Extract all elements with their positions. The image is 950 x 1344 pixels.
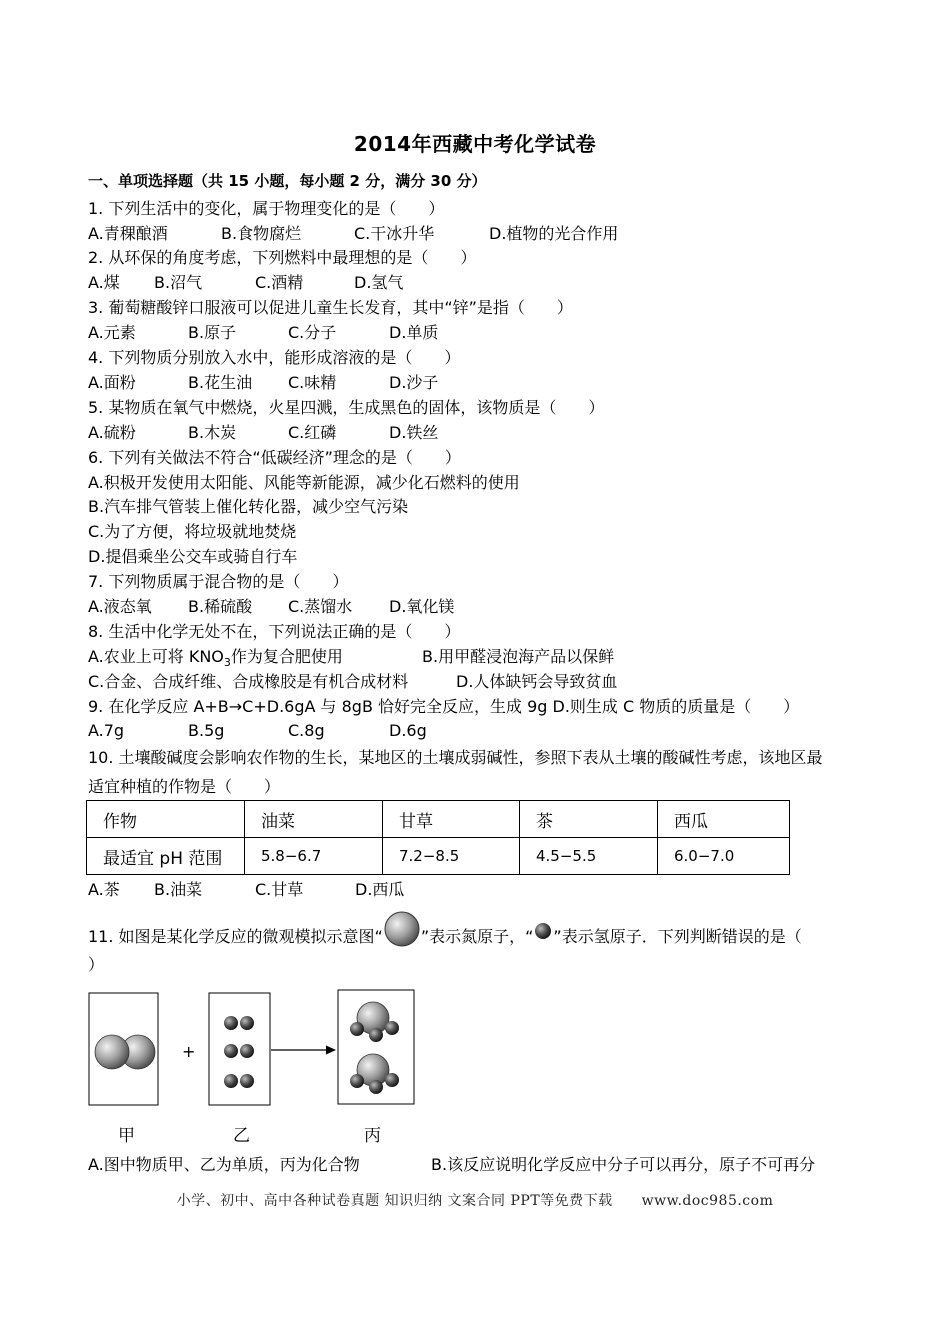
q9-option-b: B.5g (188, 721, 225, 740)
plus-sign: + (182, 1042, 196, 1061)
hydrogen-atom-icon (369, 1028, 383, 1042)
hydrogen-atom-icon (385, 1021, 399, 1035)
q4-option-a: A.面粉 (88, 373, 136, 392)
table-header-cell: 甘草 (383, 801, 520, 838)
nitrogen-atom-icon (95, 1035, 129, 1069)
q3-option-b: B.原子 (188, 323, 237, 342)
table-header-cell: 油菜 (245, 801, 383, 838)
q2-option-c: C.酒精 (255, 273, 304, 292)
q7-option-b: B.稀硫酸 (188, 597, 253, 616)
table-cell: 最适宜 pH 范围 (87, 838, 245, 875)
question-6: 6. 下列有关做法不符合“低碳经济”理念的是（ ） (88, 448, 461, 467)
section-heading: 一、单项选择题（共 15 小题，每小题 2 分，满分 30 分） (88, 172, 487, 190)
box-yi (209, 993, 270, 1105)
q1-option-a: A.青稞酿酒 (88, 224, 168, 243)
question-4: 4. 下列物质分别放入水中，能形成溶液的是（ ） (88, 348, 461, 367)
question-11-line-2: ） (88, 955, 105, 974)
hydrogen-atom-icon (369, 1080, 383, 1094)
q3-option-c: C.分子 (288, 323, 337, 342)
question-10-line-1: 10. 土壤酸碱度会影响农作物的生长，某地区的土壤成弱碱性，参照下表从土壤的酸碱性考虑，该地区最 (88, 748, 823, 767)
q8-option-c: C.合金、合成纤维、合成橡胶是有机合成材料 (88, 672, 409, 691)
hydrogen-atom-icon (533, 921, 553, 941)
table-cell: 5.8−6.7 (245, 838, 383, 875)
ph-table (86, 800, 790, 875)
q6-option-b: B.汽车排气管装上催化转化器，减少空气污染 (88, 497, 409, 516)
hydrogen-atom-icon (240, 1044, 254, 1058)
q9-option-c: C.8g (288, 721, 325, 740)
hydrogen-atom-icon (224, 1074, 238, 1088)
q9-option-a: A.7g (88, 721, 125, 740)
q10-option-d: D.西瓜 (355, 880, 405, 899)
q2-option-b: B.沼气 (154, 273, 203, 292)
q6-option-d: D.提倡乘坐公交车或骑自行车 (88, 547, 298, 566)
table-cell: 6.0−7.0 (658, 838, 790, 875)
q2-option-a: A.煤 (88, 273, 120, 292)
q10-option-b: B.油菜 (154, 880, 203, 899)
q8-option-a-sub: 3 (223, 656, 231, 670)
q8-option-d: D.人体缺钙会导致贫血 (456, 672, 618, 691)
table-row (87, 838, 790, 875)
q4-option-b: B.花生油 (188, 373, 253, 392)
q2-option-d: D.氢气 (354, 273, 404, 292)
reaction-diagram (86, 986, 426, 1111)
table-cell: 7.2−8.5 (383, 838, 520, 875)
q3-option-a: A.元素 (88, 323, 136, 342)
hydrogen-atom-icon (240, 1016, 254, 1030)
q11-stem-pre: 11. 如图是某化学反应的微观模拟示意图“ (88, 927, 383, 946)
nitrogen-atom-icon (383, 910, 421, 948)
hydrogen-atom-icon (350, 1074, 364, 1088)
question-11-line-1 (88, 926, 802, 948)
q7-option-c: C.蒸馏水 (288, 597, 353, 616)
table-header-cell: 西瓜 (658, 801, 790, 838)
label-bing: 丙 (364, 1126, 381, 1146)
q5-option-a: A.硫粉 (88, 423, 136, 442)
table-header-cell: 作物 (87, 801, 245, 838)
q7-option-a: A.液态氧 (88, 597, 152, 616)
page-title: 2014年西藏中考化学试卷 (353, 132, 597, 156)
q6-option-a: A.积极开发使用太阳能、风能等新能源，减少化石燃料的使用 (88, 473, 520, 492)
table-header-cell: 茶 (520, 801, 658, 838)
hydrogen-atom-icon (350, 1022, 364, 1036)
hydrogen-atom-icon (224, 1044, 238, 1058)
question-9: 9. 在化学反应 A+B→C+D.6gA 与 8gB 恰好完全反应，生成 9g D.则生成 C 物质的质量是（ ） (88, 697, 800, 716)
q10-option-a: A.茶 (88, 880, 120, 899)
table-header-row (87, 801, 790, 838)
hydrogen-atom-icon (385, 1073, 399, 1087)
label-jia: 甲 (118, 1126, 135, 1146)
q11-option-b: B.该反应说明化学反应中分子可以再分，原子不可再分 (431, 1155, 816, 1174)
arrow-head-icon (326, 1046, 336, 1055)
q7-option-d: D.氧化镁 (389, 597, 455, 616)
label-yi: 乙 (233, 1126, 250, 1146)
q11-option-a: A.图中物质甲、乙为单质，丙为化合物 (88, 1155, 360, 1174)
question-3: 3. 葡萄糖酸锌口服液可以促进儿童生长发育，其中“锌”是指（ ） (88, 298, 573, 317)
q10-option-c: C.甘草 (255, 880, 304, 899)
q8-option-b: B.用甲醛浸泡海产品以保鲜 (422, 647, 615, 666)
q1-option-b: B.食物腐烂 (221, 224, 302, 243)
q8-option-a-pre: A.农业上可将 KNO (88, 647, 224, 666)
question-2: 2. 从环保的角度考虑，下列燃料中最理想的是（ ） (88, 248, 477, 267)
q4-option-c: C.味精 (288, 373, 337, 392)
q5-option-c: C.红磷 (288, 423, 337, 442)
q11-stem-post: ”表示氢原子．下列判断错误的是（ (553, 927, 802, 946)
q11-stem-mid: ”表示氮原子，“ (420, 927, 534, 946)
q8-option-a (88, 646, 343, 674)
q8-option-a-post: 作为复合肥使用 (230, 647, 343, 666)
hydrogen-atom-icon (224, 1016, 238, 1030)
q1-option-c: C.干冰升华 (354, 224, 435, 243)
question-10-line-2: 适宜种植的作物是（ ） (88, 777, 281, 796)
q5-option-b: B.木炭 (188, 423, 237, 442)
question-5: 5. 某物质在氧气中燃烧，火星四溅，生成黑色的固体，该物质是（ ） (88, 398, 605, 417)
q6-option-c: C.为了方便，将垃圾就地焚烧 (88, 522, 297, 541)
q1-option-d: D.植物的光合作用 (489, 224, 619, 243)
question-1: 1. 下列生活中的变化，属于物理变化的是（ ） (88, 199, 445, 218)
q3-option-d: D.单质 (389, 323, 439, 342)
question-8: 8. 生活中化学无处不在，下列说法正确的是（ ） (88, 622, 461, 641)
q4-option-d: D.沙子 (389, 373, 439, 392)
hydrogen-atom-icon (240, 1074, 254, 1088)
q9-option-d: D.6g (389, 721, 427, 740)
q5-option-d: D.铁丝 (389, 423, 439, 442)
page-footer: 小学、初中、高中各种试卷真题 知识归纳 文案合同 PPT等免费下载 www.doc985.com (176, 1193, 774, 1209)
question-7: 7. 下列物质属于混合物的是（ ） (88, 572, 349, 591)
table-cell: 4.5−5.5 (520, 838, 658, 875)
